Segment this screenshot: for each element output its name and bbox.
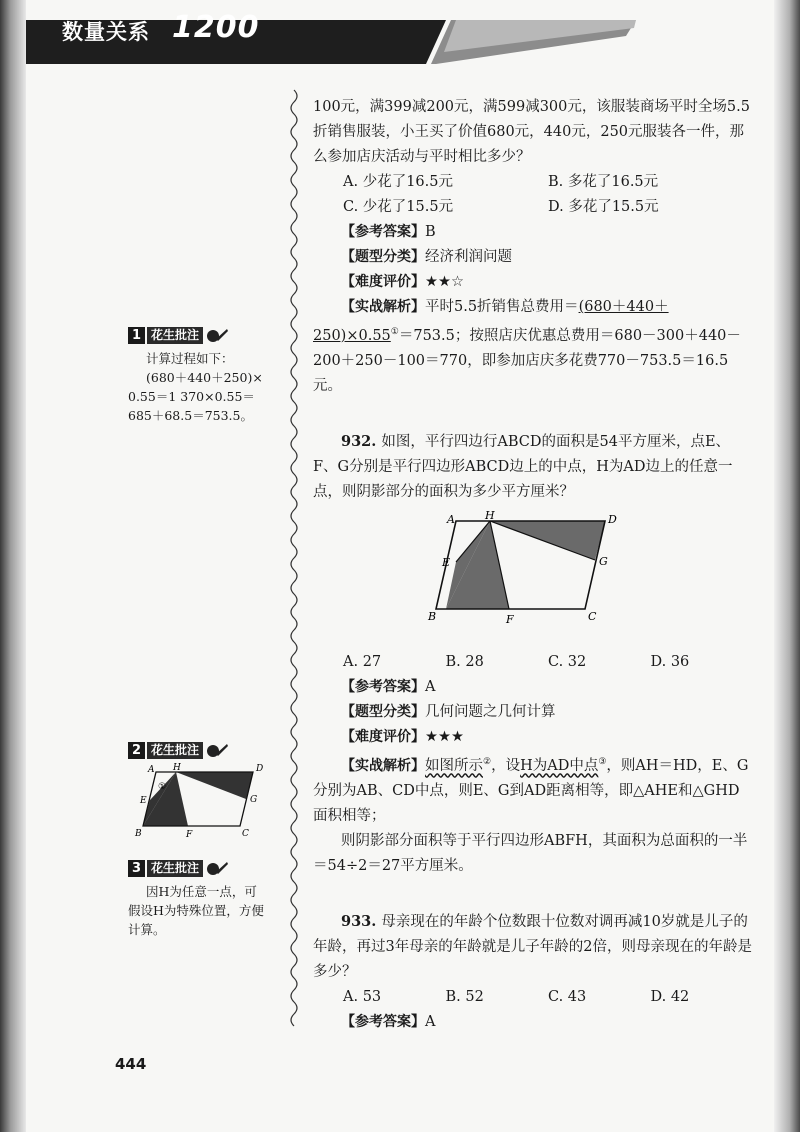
- note-fig-label-c: C: [242, 829, 249, 839]
- q933-answer: 【参考答案】A: [341, 1013, 436, 1030]
- book-series-title: 数量关系: [62, 20, 150, 44]
- q932-type: 【题型分类】几何问题之几何计算: [341, 703, 556, 720]
- q932-conclusion: 则阴影部分面积等于平行四边形ABFH，其面积为总面积的一半＝54÷2＝27平方厘米。: [313, 832, 748, 874]
- peanut-pencil-icon: [206, 742, 228, 758]
- q933-question: 933. 母亲现在的年龄个位数跟十位数对调再减10岁就是儿子的年龄，再过3年母亲的年龄就是儿子年龄的2倍，则母亲现在的年龄是多少？: [313, 912, 752, 980]
- q932-options: [343, 650, 753, 675]
- note-fig-label-b: B: [135, 829, 142, 839]
- q931-answer: 【参考答案】B: [341, 224, 436, 240]
- q931-difficulty: 【难度评价】★★☆: [341, 274, 464, 290]
- note-fig-label-g: G: [250, 795, 258, 805]
- peanut-pencil-icon: [206, 860, 228, 876]
- note-fig-label-h: H: [173, 763, 181, 773]
- q932-option-b: B. 28: [445, 653, 484, 670]
- q931-option-a: A. 少花了16.5元: [343, 174, 453, 190]
- q931-text-cont: 100元，满399减200元，满599减300元，该服装商场平时全场5.5折销售服装，小王买了价值680元，440元，250元服装各一件，那么参加店庆活动与平时相比多少？: [313, 99, 750, 165]
- note-number-badge: 2: [128, 742, 145, 759]
- fig-label-g: G: [599, 554, 608, 568]
- fig-label-a: A: [447, 512, 455, 526]
- note-title: 花生批注: [147, 327, 203, 344]
- q932-analysis: 【实战解析】如图所示②，设H为AD中点③，则AH＝HD，E、G分别为AB、CD中点，则E、G到AD距离相等，即△AHE和△GHD面积相等；: [313, 756, 749, 824]
- q931-option-b: B. 多花了16.5元: [548, 174, 659, 190]
- q931-option-c: C. 少花了15.5元: [343, 199, 454, 215]
- q932-difficulty: 【难度评价】★★★: [341, 728, 464, 745]
- side-note-1: 1 花生批注 计算过程如下： (680＋440＋250)× 0.55＝1 370×0.55＝ 685＋68.5＝753.5。: [128, 327, 263, 423]
- q933-option-b: B. 52: [445, 988, 484, 1005]
- q931-options-row1: [343, 170, 753, 195]
- book-series-number: 1200: [172, 10, 260, 45]
- q932-question: 932. 如图，平行四边行ABCD的面积是54平方厘米，点E、F、G分别是平行四边形ABCD边上的中点，H为AD边上的任意一点，则阴影部分的面积为多少平方厘米？: [313, 432, 733, 500]
- fig-label-d: D: [608, 512, 617, 526]
- side-note-3: 3 花生批注 因H为任意一点，可 假设H为特殊位置，方便 计算。: [128, 860, 264, 937]
- fig-label-e: E: [442, 555, 451, 569]
- peanut-pencil-icon: [206, 327, 228, 343]
- note-number-badge: 3: [128, 860, 145, 877]
- note-fig-label-e: E: [140, 796, 147, 806]
- q931-analysis: 【实战解析】平时5.5折销售总费用＝(680＋440＋250)×0.55①＝753.5；按照店庆优惠总费用＝680－300＋440－200＋250－100＝770，即参加店庆多花费770－753.5＝16.5元。: [313, 299, 741, 394]
- note-fig-label-a: A: [148, 765, 155, 775]
- q932-answer: 【参考答案】A: [341, 678, 436, 695]
- note-title: 花生批注: [147, 860, 203, 877]
- fig-label-h: H: [485, 508, 495, 522]
- fig-label-b: B: [428, 609, 437, 623]
- parallelogram-figure: [313, 508, 753, 627]
- q932-option-d: D. 36: [650, 653, 690, 670]
- q933-option-c: C. 43: [548, 988, 587, 1005]
- q933-option-a: A. 53: [343, 988, 382, 1005]
- q932-option-a: A. 27: [343, 653, 382, 670]
- note-fig-label-f: F: [186, 830, 193, 840]
- q932-option-c: C. 32: [548, 653, 587, 670]
- q931-type: 【题型分类】经济利润问题: [341, 249, 512, 265]
- note-parallelogram-figure: [128, 764, 268, 839]
- left-page-edge: [0, 0, 26, 1132]
- note-fig-label-circled-1: ①: [158, 782, 167, 792]
- q931-option-d: D. 多花了15.5元: [548, 199, 659, 215]
- note-title: 花生批注: [147, 742, 203, 759]
- note-number-badge: 1: [128, 327, 145, 344]
- q933-option-d: D. 42: [650, 988, 690, 1005]
- main-column: [313, 95, 753, 1035]
- right-page-edge: [774, 0, 800, 1132]
- fig-label-f: F: [506, 612, 514, 626]
- q931-options-row2: [343, 195, 753, 220]
- fig-label-c: C: [588, 609, 597, 623]
- page-number: 444: [115, 1055, 147, 1073]
- side-note-2: [128, 740, 293, 844]
- note-fig-label-d: D: [256, 764, 264, 774]
- q933-options: [343, 985, 753, 1010]
